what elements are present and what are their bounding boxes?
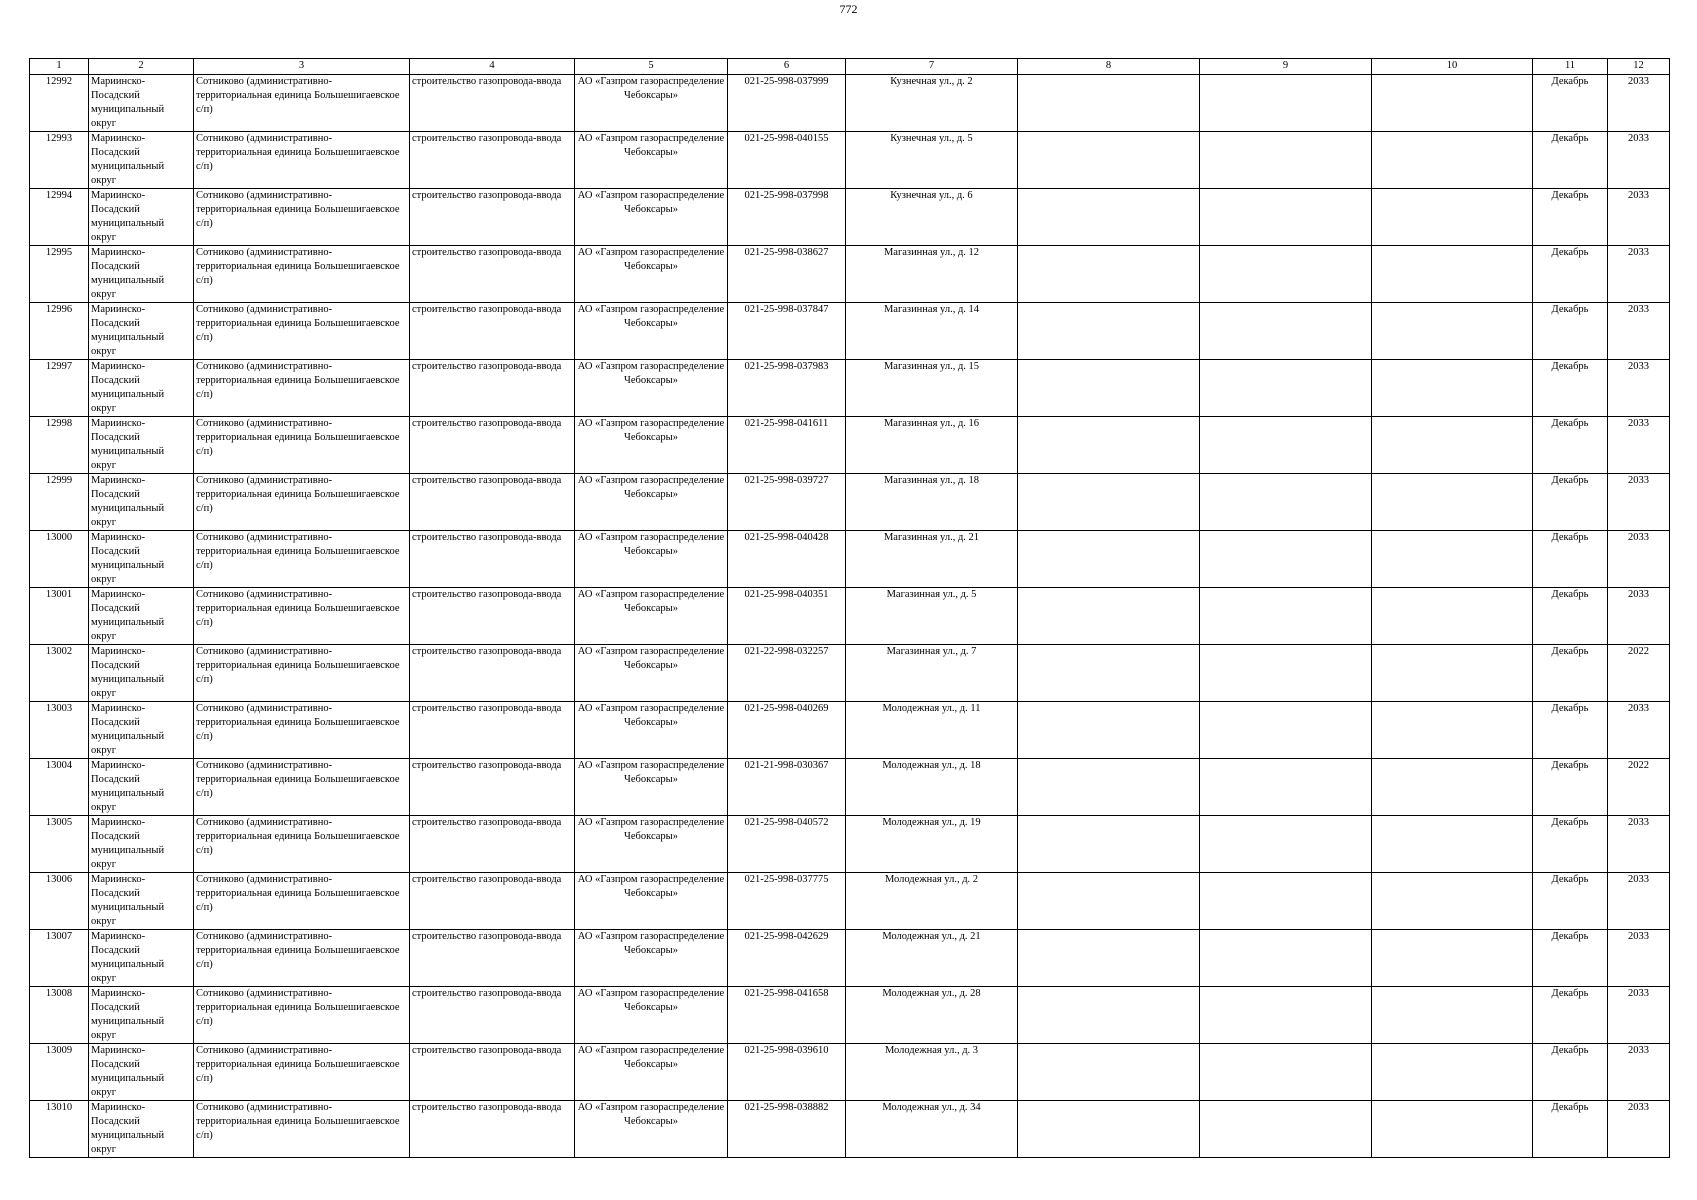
cell-col-7: Магазинная ул., д. 5: [846, 588, 1018, 645]
cell-col-3: Сотниково (административно-территориальная единица Большешигаевское с/п): [194, 759, 410, 816]
cell-col-8: [1018, 531, 1200, 588]
cell-col-2: Мариинско-Посадский муниципальный округ: [89, 474, 194, 531]
cell-col-12: 2033: [1608, 303, 1670, 360]
cell-col-1: 12999: [30, 474, 89, 531]
cell-col-1: 13010: [30, 1101, 89, 1158]
cell-col-4: строительство газопровода-ввода: [410, 246, 575, 303]
cell-col-8: [1018, 1044, 1200, 1101]
cell-col-5: АО «Газпром газораспределение Чебоксары»: [575, 303, 728, 360]
cell-col-6: 021-21-998-030367: [728, 759, 846, 816]
cell-col-3: Сотниково (административно-территориальная единица Большешигаевское с/п): [194, 303, 410, 360]
cell-col-3: Сотниково (административно-территориальная единица Большешигаевское с/п): [194, 417, 410, 474]
cell-col-8: [1018, 75, 1200, 132]
cell-col-5: АО «Газпром газораспределение Чебоксары»: [575, 1044, 728, 1101]
cell-col-3: Сотниково (административно-территориальная единица Большешигаевское с/п): [194, 702, 410, 759]
cell-col-8: [1018, 873, 1200, 930]
cell-col-11: Декабрь: [1533, 702, 1608, 759]
cell-col-2: Мариинско-Посадский муниципальный округ: [89, 360, 194, 417]
cell-col-6: 021-25-998-039727: [728, 474, 846, 531]
cell-col-10: [1372, 759, 1533, 816]
column-header-12: 12: [1608, 59, 1670, 75]
cell-col-7: Магазинная ул., д. 21: [846, 531, 1018, 588]
cell-col-5: АО «Газпром газораспределение Чебоксары»: [575, 360, 728, 417]
cell-col-7: Молодежная ул., д. 19: [846, 816, 1018, 873]
cell-col-6: 021-25-998-038882: [728, 1101, 846, 1158]
cell-col-6: 021-25-998-040269: [728, 702, 846, 759]
cell-col-2: Мариинско-Посадский муниципальный округ: [89, 246, 194, 303]
cell-col-3: Сотниково (административно-территориальная единица Большешигаевское с/п): [194, 360, 410, 417]
cell-col-7: Магазинная ул., д. 12: [846, 246, 1018, 303]
cell-col-2: Мариинско-Посадский муниципальный округ: [89, 702, 194, 759]
cell-col-5: АО «Газпром газораспределение Чебоксары»: [575, 930, 728, 987]
cell-col-4: строительство газопровода-ввода: [410, 759, 575, 816]
column-header-5: 5: [575, 59, 728, 75]
cell-col-3: Сотниково (административно-территориальная единица Большешигаевское с/п): [194, 588, 410, 645]
table-row: [30, 132, 1670, 189]
column-header-8: 8: [1018, 59, 1200, 75]
cell-col-7: Магазинная ул., д. 7: [846, 645, 1018, 702]
cell-col-8: [1018, 132, 1200, 189]
cell-col-9: [1200, 702, 1372, 759]
cell-col-5: АО «Газпром газораспределение Чебоксары»: [575, 531, 728, 588]
cell-col-3: Сотниково (административно-территориальная единица Большешигаевское с/п): [194, 132, 410, 189]
cell-col-10: [1372, 360, 1533, 417]
cell-col-8: [1018, 474, 1200, 531]
cell-col-1: 13008: [30, 987, 89, 1044]
column-header-6: 6: [728, 59, 846, 75]
cell-col-8: [1018, 417, 1200, 474]
cell-col-10: [1372, 1101, 1533, 1158]
table-row: [30, 246, 1670, 303]
cell-col-4: строительство газопровода-ввода: [410, 645, 575, 702]
cell-col-9: [1200, 1044, 1372, 1101]
table-row: [30, 816, 1670, 873]
column-header-9: 9: [1200, 59, 1372, 75]
column-header-7: 7: [846, 59, 1018, 75]
cell-col-12: 2033: [1608, 474, 1670, 531]
cell-col-7: Кузнечная ул., д. 6: [846, 189, 1018, 246]
cell-col-9: [1200, 930, 1372, 987]
cell-col-2: Мариинско-Посадский муниципальный округ: [89, 417, 194, 474]
cell-col-10: [1372, 702, 1533, 759]
column-header-2: 2: [89, 59, 194, 75]
page-number: 772: [839, 2, 858, 16]
cell-col-10: [1372, 873, 1533, 930]
cell-col-2: Мариинско-Посадский муниципальный округ: [89, 1044, 194, 1101]
cell-col-4: строительство газопровода-ввода: [410, 417, 575, 474]
cell-col-5: АО «Газпром газораспределение Чебоксары»: [575, 759, 728, 816]
cell-col-2: Мариинско-Посадский муниципальный округ: [89, 1101, 194, 1158]
table-row: [30, 303, 1670, 360]
cell-col-6: 021-25-998-040428: [728, 531, 846, 588]
cell-col-8: [1018, 759, 1200, 816]
cell-col-1: 13001: [30, 588, 89, 645]
cell-col-5: АО «Газпром газораспределение Чебоксары»: [575, 873, 728, 930]
cell-col-11: Декабрь: [1533, 1044, 1608, 1101]
cell-col-4: строительство газопровода-ввода: [410, 930, 575, 987]
cell-col-9: [1200, 474, 1372, 531]
cell-col-6: 021-25-998-037998: [728, 189, 846, 246]
cell-col-12: 2033: [1608, 702, 1670, 759]
cell-col-5: АО «Газпром газораспределение Чебоксары»: [575, 645, 728, 702]
cell-col-7: Магазинная ул., д. 18: [846, 474, 1018, 531]
cell-col-11: Декабрь: [1533, 930, 1608, 987]
cell-col-5: АО «Газпром газораспределение Чебоксары»: [575, 588, 728, 645]
cell-col-1: 13007: [30, 930, 89, 987]
cell-col-7: Кузнечная ул., д. 5: [846, 132, 1018, 189]
cell-col-5: АО «Газпром газораспределение Чебоксары»: [575, 816, 728, 873]
cell-col-8: [1018, 816, 1200, 873]
cell-col-1: 12992: [30, 75, 89, 132]
cell-col-3: Сотниково (административно-территориальная единица Большешигаевское с/п): [194, 474, 410, 531]
cell-col-6: 021-25-998-041611: [728, 417, 846, 474]
table-body: [30, 75, 1670, 1158]
cell-col-11: Декабрь: [1533, 1101, 1608, 1158]
cell-col-4: строительство газопровода-ввода: [410, 75, 575, 132]
cell-col-12: 2033: [1608, 1044, 1670, 1101]
cell-col-10: [1372, 474, 1533, 531]
cell-col-12: 2033: [1608, 360, 1670, 417]
cell-col-9: [1200, 189, 1372, 246]
cell-col-2: Мариинско-Посадский муниципальный округ: [89, 987, 194, 1044]
cell-col-11: Декабрь: [1533, 360, 1608, 417]
cell-col-2: Мариинско-Посадский муниципальный округ: [89, 189, 194, 246]
cell-col-11: Декабрь: [1533, 873, 1608, 930]
table-header: [30, 59, 1670, 75]
cell-col-10: [1372, 531, 1533, 588]
cell-col-12: 2033: [1608, 189, 1670, 246]
cell-col-11: Декабрь: [1533, 246, 1608, 303]
cell-col-9: [1200, 132, 1372, 189]
cell-col-10: [1372, 987, 1533, 1044]
cell-col-2: Мариинско-Посадский муниципальный округ: [89, 645, 194, 702]
cell-col-3: Сотниково (административно-территориальная единица Большешигаевское с/п): [194, 75, 410, 132]
cell-col-12: 2022: [1608, 645, 1670, 702]
cell-col-6: 021-25-998-039610: [728, 1044, 846, 1101]
cell-col-9: [1200, 816, 1372, 873]
cell-col-12: 2033: [1608, 531, 1670, 588]
cell-col-9: [1200, 873, 1372, 930]
cell-col-12: 2033: [1608, 75, 1670, 132]
cell-col-4: строительство газопровода-ввода: [410, 189, 575, 246]
cell-col-4: строительство газопровода-ввода: [410, 702, 575, 759]
cell-col-4: строительство газопровода-ввода: [410, 816, 575, 873]
table-row: [30, 645, 1670, 702]
cell-col-10: [1372, 417, 1533, 474]
cell-col-7: Кузнечная ул., д. 2: [846, 75, 1018, 132]
table-row: [30, 531, 1670, 588]
cell-col-2: Мариинско-Посадский муниципальный округ: [89, 759, 194, 816]
cell-col-4: строительство газопровода-ввода: [410, 531, 575, 588]
table-row: [30, 702, 1670, 759]
column-header-4: 4: [410, 59, 575, 75]
cell-col-5: АО «Газпром газораспределение Чебоксары»: [575, 132, 728, 189]
column-header-3: 3: [194, 59, 410, 75]
cell-col-10: [1372, 132, 1533, 189]
cell-col-5: АО «Газпром газораспределение Чебоксары»: [575, 246, 728, 303]
cell-col-8: [1018, 360, 1200, 417]
cell-col-10: [1372, 189, 1533, 246]
cell-col-1: 12997: [30, 360, 89, 417]
cell-col-4: строительство газопровода-ввода: [410, 987, 575, 1044]
cell-col-10: [1372, 930, 1533, 987]
cell-col-3: Сотниково (административно-территориальная единица Большешигаевское с/п): [194, 816, 410, 873]
cell-col-3: Сотниково (административно-территориальная единица Большешигаевское с/п): [194, 189, 410, 246]
cell-col-7: Молодежная ул., д. 2: [846, 873, 1018, 930]
table-row: [30, 873, 1670, 930]
cell-col-12: 2033: [1608, 816, 1670, 873]
cell-col-10: [1372, 1044, 1533, 1101]
cell-col-9: [1200, 246, 1372, 303]
cell-col-1: 12996: [30, 303, 89, 360]
cell-col-12: 2033: [1608, 987, 1670, 1044]
cell-col-2: Мариинско-Посадский муниципальный округ: [89, 873, 194, 930]
cell-col-4: строительство газопровода-ввода: [410, 303, 575, 360]
cell-col-2: Мариинско-Посадский муниципальный округ: [89, 588, 194, 645]
cell-col-9: [1200, 987, 1372, 1044]
cell-col-6: 021-25-998-042629: [728, 930, 846, 987]
cell-col-6: 021-25-998-040351: [728, 588, 846, 645]
cell-col-2: Мариинско-Посадский муниципальный округ: [89, 303, 194, 360]
cell-col-7: Магазинная ул., д. 16: [846, 417, 1018, 474]
table-row: [30, 474, 1670, 531]
cell-col-10: [1372, 246, 1533, 303]
cell-col-12: 2033: [1608, 246, 1670, 303]
table-row: [30, 588, 1670, 645]
cell-col-12: 2033: [1608, 873, 1670, 930]
cell-col-2: Мариинско-Посадский муниципальный округ: [89, 930, 194, 987]
cell-col-10: [1372, 645, 1533, 702]
cell-col-6: 021-22-998-032257: [728, 645, 846, 702]
cell-col-5: АО «Газпром газораспределение Чебоксары»: [575, 474, 728, 531]
cell-col-4: строительство газопровода-ввода: [410, 1101, 575, 1158]
cell-col-6: 021-25-998-037775: [728, 873, 846, 930]
cell-col-7: Магазинная ул., д. 15: [846, 360, 1018, 417]
table-row: [30, 189, 1670, 246]
cell-col-1: 13005: [30, 816, 89, 873]
cell-col-9: [1200, 417, 1372, 474]
cell-col-1: 13006: [30, 873, 89, 930]
header-row: [30, 59, 1670, 75]
cell-col-12: 2033: [1608, 132, 1670, 189]
cell-col-10: [1372, 75, 1533, 132]
cell-col-9: [1200, 1101, 1372, 1158]
cell-col-12: 2033: [1608, 417, 1670, 474]
cell-col-2: Мариинско-Посадский муниципальный округ: [89, 132, 194, 189]
cell-col-3: Сотниково (административно-территориальная единица Большешигаевское с/п): [194, 930, 410, 987]
cell-col-1: 13004: [30, 759, 89, 816]
table-row: [30, 75, 1670, 132]
cell-col-9: [1200, 303, 1372, 360]
cell-col-1: 13009: [30, 1044, 89, 1101]
cell-col-3: Сотниково (административно-территориальная единица Большешигаевское с/п): [194, 1044, 410, 1101]
cell-col-2: Мариинско-Посадский муниципальный округ: [89, 75, 194, 132]
cell-col-7: Молодежная ул., д. 3: [846, 1044, 1018, 1101]
cell-col-12: 2033: [1608, 588, 1670, 645]
cell-col-7: Молодежная ул., д. 18: [846, 759, 1018, 816]
cell-col-1: 12993: [30, 132, 89, 189]
cell-col-11: Декабрь: [1533, 75, 1608, 132]
cell-col-12: 2022: [1608, 759, 1670, 816]
cell-col-10: [1372, 816, 1533, 873]
cell-col-11: Декабрь: [1533, 417, 1608, 474]
cell-col-8: [1018, 246, 1200, 303]
cell-col-11: Декабрь: [1533, 645, 1608, 702]
cell-col-8: [1018, 702, 1200, 759]
cell-col-8: [1018, 930, 1200, 987]
cell-col-8: [1018, 987, 1200, 1044]
cell-col-4: строительство газопровода-ввода: [410, 588, 575, 645]
cell-col-8: [1018, 189, 1200, 246]
cell-col-9: [1200, 360, 1372, 417]
cell-col-9: [1200, 759, 1372, 816]
register-table: [29, 58, 1670, 1158]
cell-col-7: Молодежная ул., д. 34: [846, 1101, 1018, 1158]
cell-col-7: Молодежная ул., д. 11: [846, 702, 1018, 759]
table-row: [30, 930, 1670, 987]
cell-col-11: Декабрь: [1533, 189, 1608, 246]
cell-col-7: Молодежная ул., д. 21: [846, 930, 1018, 987]
table-row: [30, 1044, 1670, 1101]
cell-col-5: АО «Газпром газораспределение Чебоксары»: [575, 1101, 728, 1158]
column-header-10: 10: [1372, 59, 1533, 75]
cell-col-5: АО «Газпром газораспределение Чебоксары»: [575, 417, 728, 474]
cell-col-12: 2033: [1608, 930, 1670, 987]
cell-col-1: 13002: [30, 645, 89, 702]
cell-col-1: 13000: [30, 531, 89, 588]
cell-col-10: [1372, 588, 1533, 645]
cell-col-3: Сотниково (административно-территориальная единица Большешигаевское с/п): [194, 531, 410, 588]
cell-col-4: строительство газопровода-ввода: [410, 132, 575, 189]
column-header-11: 11: [1533, 59, 1608, 75]
cell-col-3: Сотниково (административно-территориальная единица Большешигаевское с/п): [194, 987, 410, 1044]
cell-col-8: [1018, 1101, 1200, 1158]
cell-col-9: [1200, 75, 1372, 132]
cell-col-4: строительство газопровода-ввода: [410, 1044, 575, 1101]
cell-col-9: [1200, 588, 1372, 645]
cell-col-3: Сотниково (административно-территориальная единица Большешигаевское с/п): [194, 246, 410, 303]
cell-col-7: Молодежная ул., д. 28: [846, 987, 1018, 1044]
cell-col-2: Мариинско-Посадский муниципальный округ: [89, 816, 194, 873]
cell-col-5: АО «Газпром газораспределение Чебоксары»: [575, 987, 728, 1044]
cell-col-6: 021-25-998-038627: [728, 246, 846, 303]
cell-col-9: [1200, 531, 1372, 588]
table-row: [30, 1101, 1670, 1158]
cell-col-6: 021-25-998-037983: [728, 360, 846, 417]
cell-col-11: Декабрь: [1533, 474, 1608, 531]
cell-col-8: [1018, 303, 1200, 360]
column-header-1: 1: [30, 59, 89, 75]
cell-col-4: строительство газопровода-ввода: [410, 474, 575, 531]
cell-col-1: 12995: [30, 246, 89, 303]
cell-col-11: Декабрь: [1533, 987, 1608, 1044]
cell-col-1: 12994: [30, 189, 89, 246]
table-row: [30, 417, 1670, 474]
cell-col-1: 12998: [30, 417, 89, 474]
cell-col-2: Мариинско-Посадский муниципальный округ: [89, 531, 194, 588]
cell-col-8: [1018, 645, 1200, 702]
cell-col-11: Декабрь: [1533, 531, 1608, 588]
cell-col-6: 021-25-998-040572: [728, 816, 846, 873]
cell-col-7: Магазинная ул., д. 14: [846, 303, 1018, 360]
table-row: [30, 360, 1670, 417]
cell-col-11: Декабрь: [1533, 588, 1608, 645]
cell-col-3: Сотниково (административно-территориальная единица Большешигаевское с/п): [194, 645, 410, 702]
cell-col-8: [1018, 588, 1200, 645]
cell-col-11: Декабрь: [1533, 132, 1608, 189]
cell-col-4: строительство газопровода-ввода: [410, 873, 575, 930]
cell-col-6: 021-25-998-040155: [728, 132, 846, 189]
table-row: [30, 987, 1670, 1044]
cell-col-6: 021-25-998-041658: [728, 987, 846, 1044]
cell-col-6: 021-25-998-037847: [728, 303, 846, 360]
cell-col-5: АО «Газпром газораспределение Чебоксары»: [575, 702, 728, 759]
cell-col-9: [1200, 645, 1372, 702]
cell-col-5: АО «Газпром газораспределение Чебоксары»: [575, 189, 728, 246]
cell-col-6: 021-25-998-037999: [728, 75, 846, 132]
cell-col-3: Сотниково (административно-территориальная единица Большешигаевское с/п): [194, 873, 410, 930]
cell-col-5: АО «Газпром газораспределение Чебоксары»: [575, 75, 728, 132]
cell-col-11: Декабрь: [1533, 816, 1608, 873]
cell-col-11: Декабрь: [1533, 759, 1608, 816]
table-row: [30, 759, 1670, 816]
cell-col-1: 13003: [30, 702, 89, 759]
cell-col-4: строительство газопровода-ввода: [410, 360, 575, 417]
cell-col-3: Сотниково (административно-территориальная единица Большешигаевское с/п): [194, 1101, 410, 1158]
cell-col-12: 2033: [1608, 1101, 1670, 1158]
cell-col-11: Декабрь: [1533, 303, 1608, 360]
cell-col-10: [1372, 303, 1533, 360]
